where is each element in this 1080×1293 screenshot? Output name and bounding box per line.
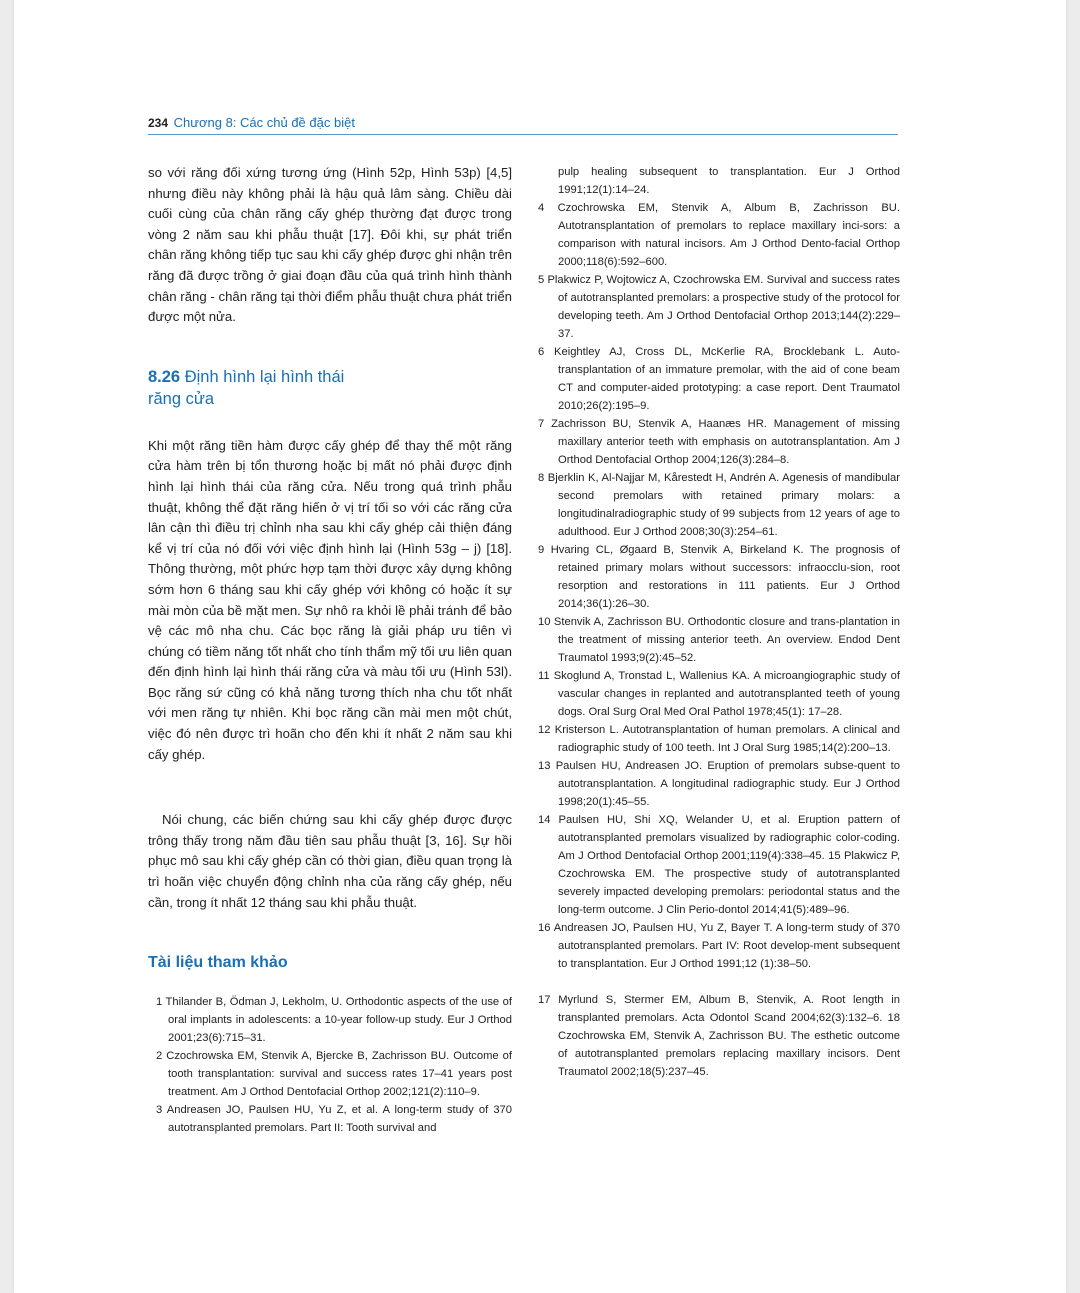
reference-item: 1 Thilander B, Ödman J, Lekholm, U. Orthodontic aspects of the use of oral implants in adolescents: a 10-year follow-up study. Eur J Orthod 2001;23(6):715–31. <box>156 995 512 1044</box>
reference-item: 5 Plakwicz P, Wojtowicz A, Czochrowska EM. Survival and success rates of autotransplanted premolars: a prospective study of the protocol for developing teeth. Am J Orthod Dentofacial Orthop 2013;144(2):229–37. <box>538 274 900 340</box>
body-paragraph: so với răng đối xứng tương ứng (Hình 52p, Hình 53p) [4,5] nhưng điều này không phải là hậu quả lâm sàng. Chiều dài cuối cùng của chân răng cấy ghép thường đạt được trong vòng 2 năm sau khi phẫu thuật [17]. Đôi khi, sự phát triển chân răng không tiếp tục sau khi cấy ghép được ghi nhận trên răng đã được trồng ở giai đoạn đầu của quá trình hình thành chân răng - chân răng tại thời điểm phẫu thuật chưa phát triển được một nửa. <box>148 165 512 325</box>
reference-item: 8 Bjerklin K, Al-Najjar M, Kårestedt H, Andrén A. Agenesis of mandibular second premolars with retained primary molars: a longitudinalradiographic study of 99 subjects from 12 years of age to adulthood. Eur J Orthod 2008;30(3):254–61. <box>538 472 900 538</box>
reference-item: 7 Zachrisson BU, Stenvik A, Haanæs HR. Management of missing maxillary anterior teeth with emphasis on autotransplantation. Am J Orthod Dentofacial Orthop 2004;126(3):284–8. <box>538 418 900 466</box>
body-paragraph: Khi một răng tiền hàm được cấy ghép để thay thế một răng cửa hàm trên bị tổn thương hoặc bị mất nó phải được định hình lại hình thái của răng cửa. Nếu trong quá trình phẫu thuật, không thể đặt răng hiến ở vị trí tối so với các răng cửa lân cận thì điều trị chỉnh nha sau khi cấy ghép cải thiện đáng kể vị trí của nó đối với việc định hình lại (Hình 53g – j) [18]. Thông thường, một phức hợp tạm thời được xây dựng không sớm hơn 6 tháng sau khi cấy ghép với không có hoặc ít sự mài mòn của bề mặt men. Sự nhô ra khỏi lề phải tránh để bảo vệ các mô nha chu. Các bọc răng là giải pháp ưu tiên vì chúng có tiềm năng tốt nhất cho tính thẩm mỹ tối ưu liên quan đến định hình lại hình thái răng cửa và màu tối ưu (Hình 53l). Bọc răng sứ cũng có khả năng tương thích nha chu tốt nhất với men răng tự nhiên. Khi bọc răng cần mài men một chút, việc đó nên được trì hoãn cho đến khi ít nhất 2 năm sau khi cấy ghép. <box>148 437 512 762</box>
spacer <box>538 973 900 991</box>
header-divider <box>148 134 898 135</box>
left-column <box>148 163 512 1137</box>
reference-item: 3 Andreasen JO, Paulsen HU, Yu Z, et al. A long-term study of 370 autotransplanted premolars. Part II: Tooth survival and <box>156 1103 512 1134</box>
reference-item: 9 Hvaring CL, Øgaard B, Stenvik A, Birkeland K. The prognosis of retained primary molars without successors: infraocclu-sion, root resorption and restorations in 111 patients. Eur J Orthod 2014;36(1):26–30. <box>538 544 900 610</box>
right-column <box>538 163 900 1081</box>
reference-item: 6 Keightley AJ, Cross DL, McKerlie RA, Brocklebank L. Auto-transplantation of an immature premolar, with the aid of cone beam CT and computer-aided prototyping: a case report. Dent Traumatol 2010;26(2):195–9. <box>538 346 900 412</box>
page-number: 234 <box>148 116 169 130</box>
reference-item: 16 Andreasen JO, Paulsen HU, Yu Z, Bayer T. A long-term study of 370 autotransplanted premolars. Part IV: Root develop-ment subsequent to transplantation. Eur J Orthod 1991;12 (1):38–50. <box>538 922 900 970</box>
reference-item: 14 Paulsen HU, Shi XQ, Welander U, et al. Eruption pattern of autotransplanted premolars visualized by radiographic color-coding. Am J Orthod Dentofacial Orthop 2001;119(4):338–45. 15 Plakwicz P, Czochrowska EM. The prospective study of autotransplanted severely impacted developing premolars: periodontal status and the long-term outcome. J Clin Perio-dontol 2014;41(5):489–96. <box>538 814 900 916</box>
reference-item: 11 Skoglund A, Tronstad L, Wallenius KA. A microangiographic study of vascular changes in replanted and autotransplanted teeth of young dogs. Oral Surg Oral Med Oral Pathol 1978;45(1): 17–28. <box>538 670 900 718</box>
section-title-line1: Định hình lại hình thái <box>184 367 345 386</box>
body-paragraph: Nói chung, các biến chứng sau khi cấy ghép được được trông thấy trong năm đầu tiên sau phẫu thuật [3, 16]. Sự hồi phục mô sau khi cấy ghép cần có thời gian, điều quan trọng là trì hoãn việc chuyển động chỉnh nha của răng cấy ghép, nếu cần, trong ít nhất 12 tháng sau khi phẫu thuật. <box>148 812 512 910</box>
reference-item: 17 Myrlund S, Stermer EM, Album B, Stenvik, A. Root length in transplanted premolars. Acta Odontol Scand 2004;62(3):132–6. 18 Czochrowska EM, Stenvik A, Zachrisson BU. The esthetic outcome of autotransplanted premolars replacing maxillary incisors. Dent Traumatol 2002;18(5):237–45. <box>538 994 900 1078</box>
chapter-title: Chương 8: Các chủ đề đặc biệt <box>173 115 355 130</box>
reference-item: 4 Czochrowska EM, Stenvik A, Album B, Zachrisson BU. Autotransplantation of premolars to replace maxillary inci-sors: a comparison with natural incisors. Am J Orthod Dento-facial Orthop 2000;118(6):592–600. <box>538 202 900 268</box>
section-heading <box>148 366 512 410</box>
section-title-line2: răng cửa <box>148 389 215 408</box>
section-number: 8.26 <box>148 367 181 386</box>
reference-item: 10 Stenvik A, Zachrisson BU. Orthodontic closure and trans-plantation in the treatment of missing anterior teeth. An overview. Endod Dent Traumatol 1993;9(2):45–52. <box>538 616 900 664</box>
reference-item: 12 Kristerson L. Autotransplantation of human premolars. A clinical and radiographic study of 100 teeth. Int J Oral Surg 1985;14(2):200–13. <box>538 724 900 754</box>
reference-item: 2 Czochrowska EM, Stenvik A, Bjercke B, Zachrisson BU. Outcome of tooth transplantation: survival and success rates 17–41 years post treatment. Am J Orthod Dentofacial Orthop 2002;121(2):110–9. <box>156 1049 512 1098</box>
reference-item: 13 Paulsen HU, Andreasen JO. Eruption of premolars subse-quent to autotransplantation. A longitudinal radiographic study. Eur J Orthod 1998;20(1):45–55. <box>538 760 900 808</box>
reference-item: pulp healing subsequent to transplantation. Eur J Orthod 1991;12(1):14–24. <box>558 166 900 196</box>
references-heading: Tài liệu tham khảo <box>148 954 288 972</box>
running-header <box>148 114 898 132</box>
